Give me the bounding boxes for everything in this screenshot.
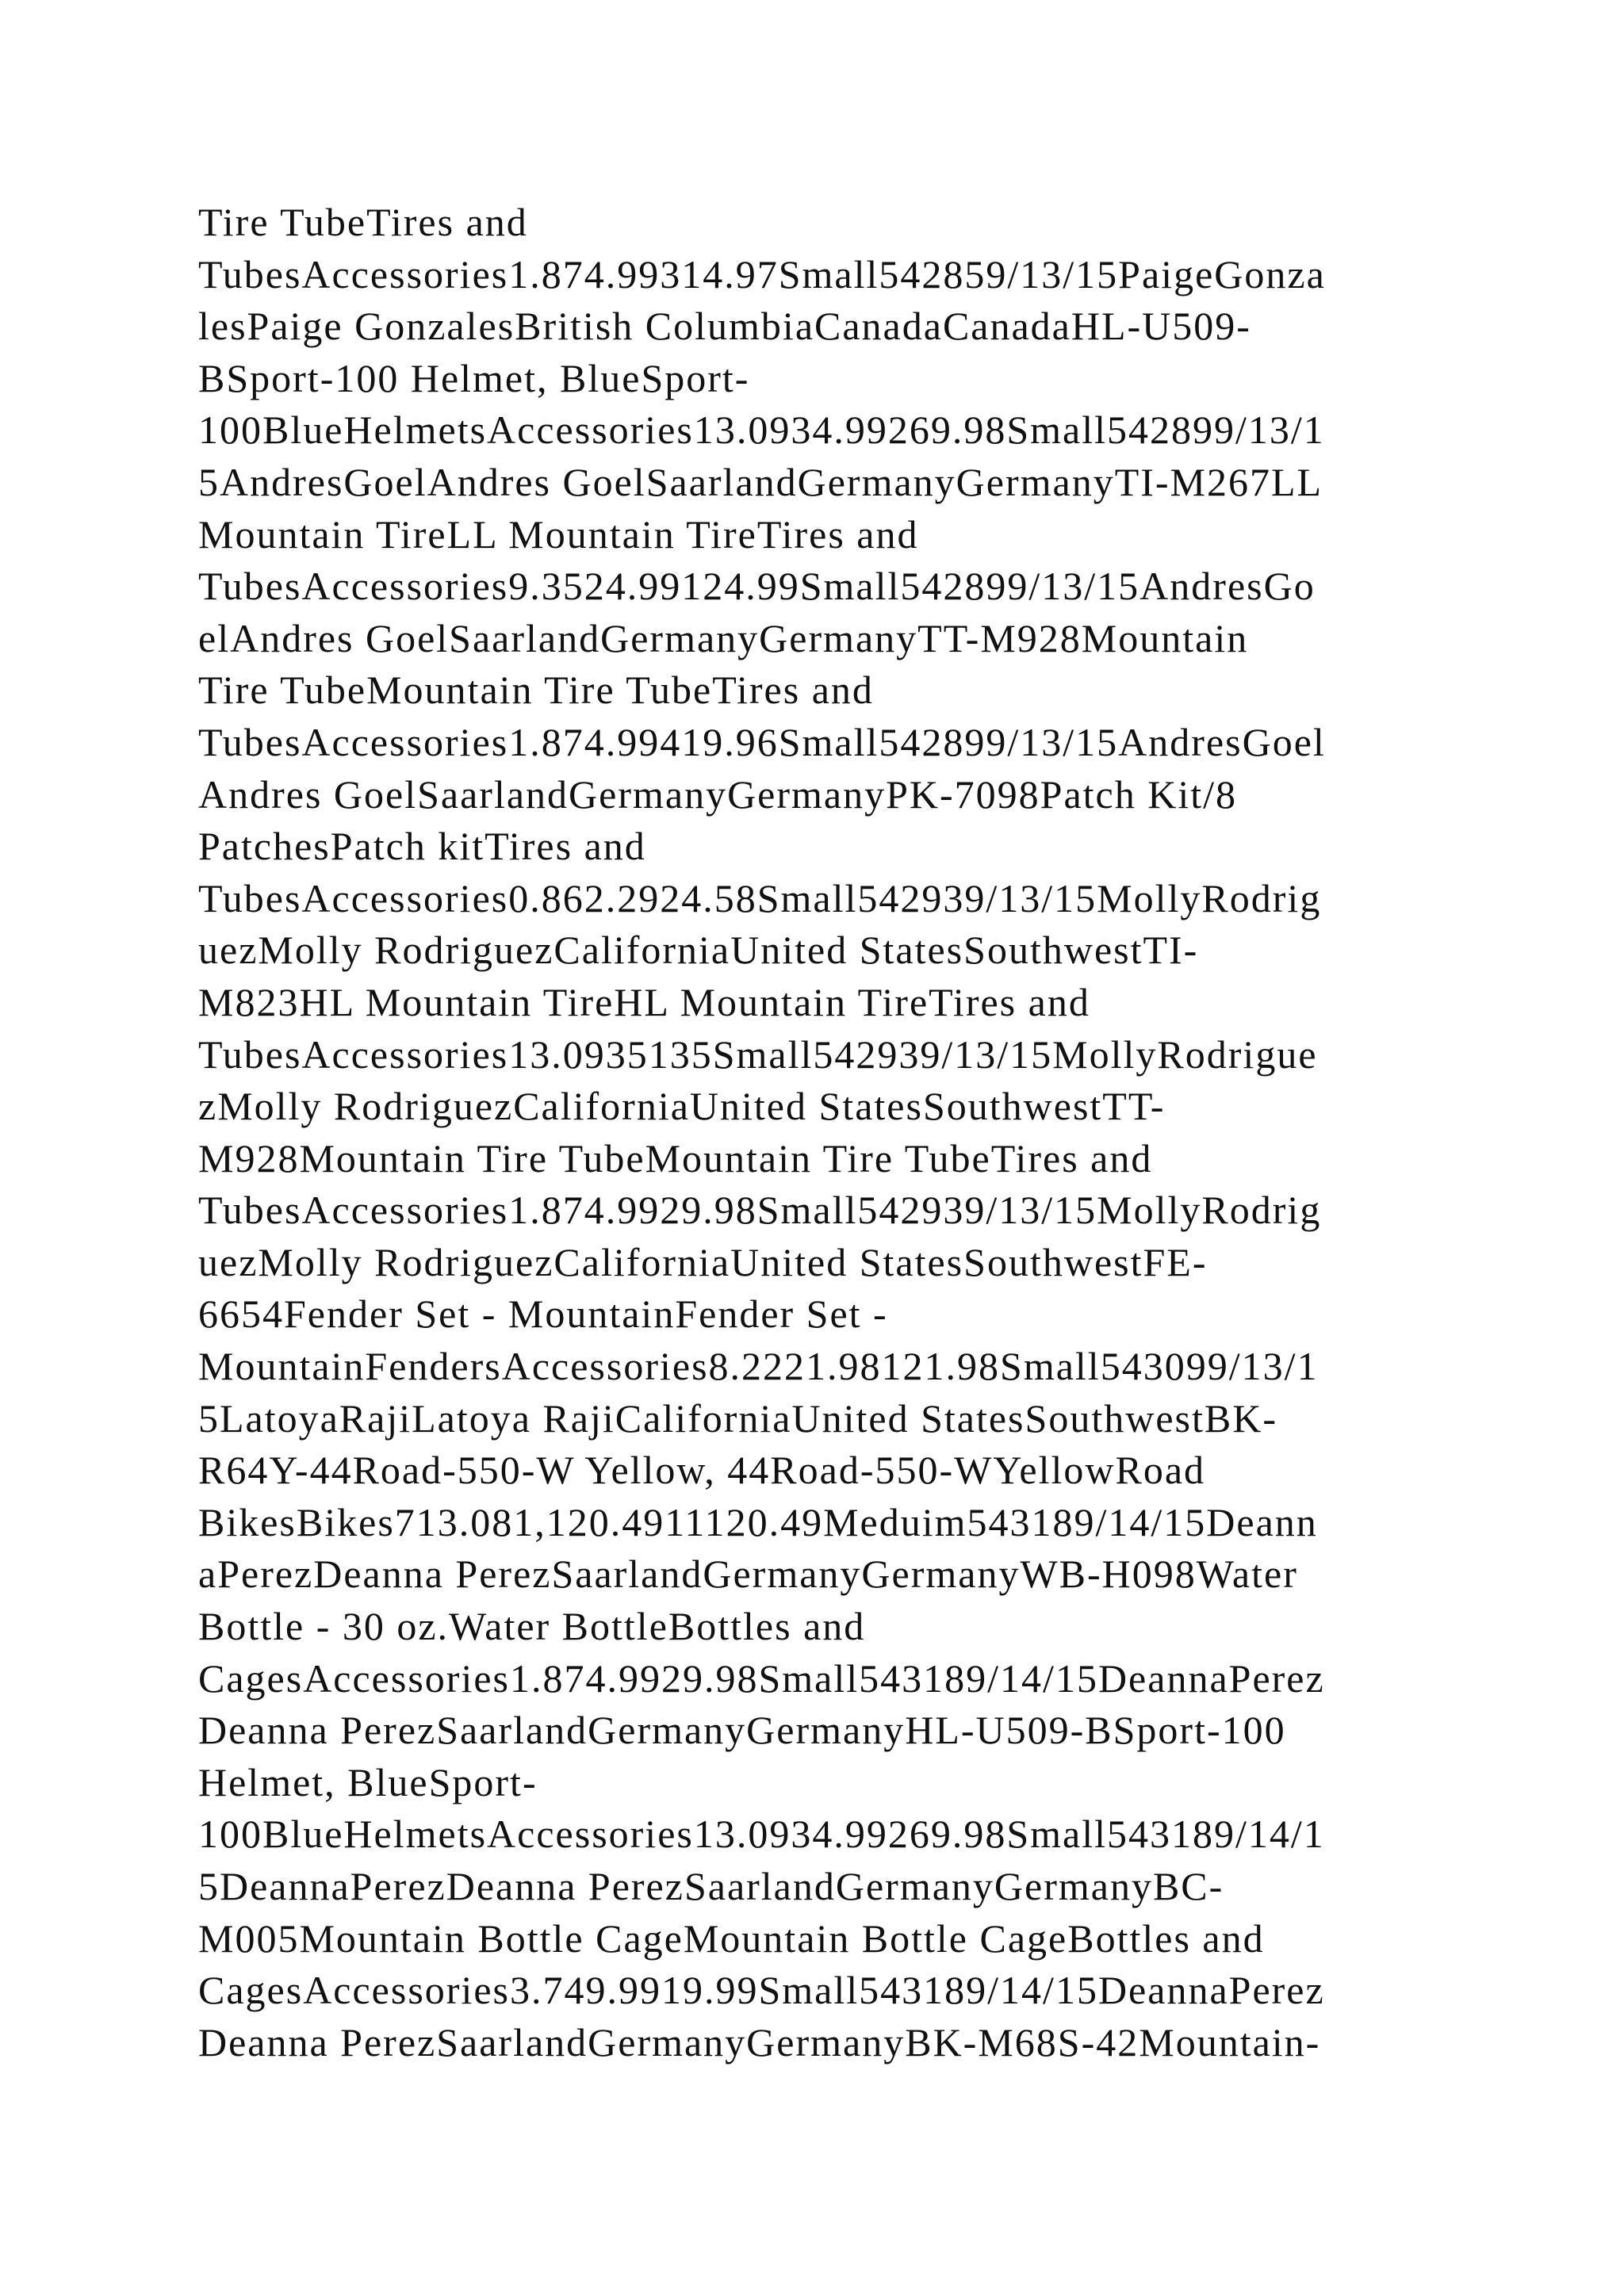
- text-line: M823HL Mountain TireHL Mountain TireTires and: [198, 979, 1090, 1024]
- text-line: elAndres GoelSaarlandGermanyGermanyTT-M928Mountain: [198, 615, 1249, 660]
- text-line: TubesAccessories0.862.2924.58Small542939/13/15MollyRodrig: [198, 875, 1322, 920]
- text-line: Andres GoelSaarlandGermanyGermanyPK-7098Patch Kit/8: [198, 771, 1238, 817]
- text-line: TubesAccessories13.0935135Small542939/13/15MollyRodrigue: [198, 1031, 1318, 1077]
- text-line: aPerezDeanna PerezSaarlandGermanyGermanyWB-H098Water: [198, 1552, 1298, 1597]
- text-line: Tire TubeMountain Tire TubeTires and: [198, 668, 874, 713]
- text-line: 5LatoyaRajiLatoya RajiCaliforniaUnited StatesSouthwestBK-: [198, 1395, 1277, 1441]
- text-line: TubesAccessories1.874.99314.97Small542859/13/15PaigeGonza: [198, 251, 1326, 297]
- text-line: M928Mountain Tire TubeMountain Tire TubeTires and: [198, 1135, 1153, 1181]
- text-line: PatchesPatch kitTires and: [198, 824, 646, 869]
- text-line: BikesBikes713.081,120.4911120.49Meduim543189/14/15Deann: [198, 1499, 1318, 1544]
- text-line: 100BlueHelmetsAccessories13.0934.99269.98Small543189/14/1: [198, 1812, 1325, 1857]
- text-line: TubesAccessories9.3524.99124.99Small542899/13/15AndresGo: [198, 564, 1316, 609]
- text-line: TubesAccessories1.874.9929.98Small542939/13/15MollyRodrig: [198, 1188, 1322, 1233]
- text-line: Mountain TireLL Mountain TireTires and: [198, 511, 919, 557]
- text-line: CagesAccessories1.874.9929.98Small543189/14/15DeannaPerez: [198, 1655, 1325, 1701]
- text-line: Deanna PerezSaarlandGermanyGermanyBK-M68S-42Mountain-: [198, 2019, 1321, 2064]
- text-line: BSport-100 Helmet, BlueSport-: [198, 355, 750, 400]
- text-line: 5DeannaPerezDeanna PerezSaarlandGermanyGermanyBC-: [198, 1864, 1224, 1908]
- text-line: zMolly RodriguezCaliforniaUnited StatesSouthwestTT-: [198, 1084, 1166, 1129]
- text-line: Tire TubeTires and: [198, 200, 528, 244]
- text-line: CagesAccessories3.749.9919.99Small543189/14/15DeannaPerez: [198, 1968, 1325, 2013]
- text-line: R64Y-44Road-550-W Yellow, 44Road-550-WYellowRoad: [198, 1448, 1206, 1493]
- document-text: [198, 197, 1435, 2068]
- text-line: 100BlueHelmetsAccessories13.0934.99269.98Small542899/13/1: [198, 408, 1325, 453]
- text-line: MountainFendersAccessories8.2221.98121.98Small543099/13/1: [198, 1344, 1319, 1389]
- text-line: Bottle - 30 oz.Water BottleBottles and: [198, 1604, 866, 1649]
- text-line: M005Mountain Bottle CageMountain Bottle CageBottles and: [198, 1915, 1265, 1961]
- text-line: Helmet, BlueSport-: [198, 1759, 538, 1804]
- text-line: TubesAccessories1.874.99419.96Small542899/13/15AndresGoel: [198, 719, 1326, 764]
- text-line: 5AndresGoelAndres GoelSaarlandGermanyGermanyTI-M267LL: [198, 459, 1323, 504]
- text-line: Deanna PerezSaarlandGermanyGermanyHL-U509-BSport-100: [198, 1708, 1286, 1753]
- text-line: uezMolly RodriguezCaliforniaUnited StatesSouthwestFE-: [198, 1239, 1208, 1284]
- text-line: lesPaige GonzalesBritish ColumbiaCanadaCanadaHL-U509-: [198, 304, 1251, 349]
- text-line: 6654Fender Set - MountainFender Set -: [198, 1292, 888, 1337]
- text-line: uezMolly RodriguezCaliforniaUnited StatesSouthwestTI-: [198, 928, 1199, 973]
